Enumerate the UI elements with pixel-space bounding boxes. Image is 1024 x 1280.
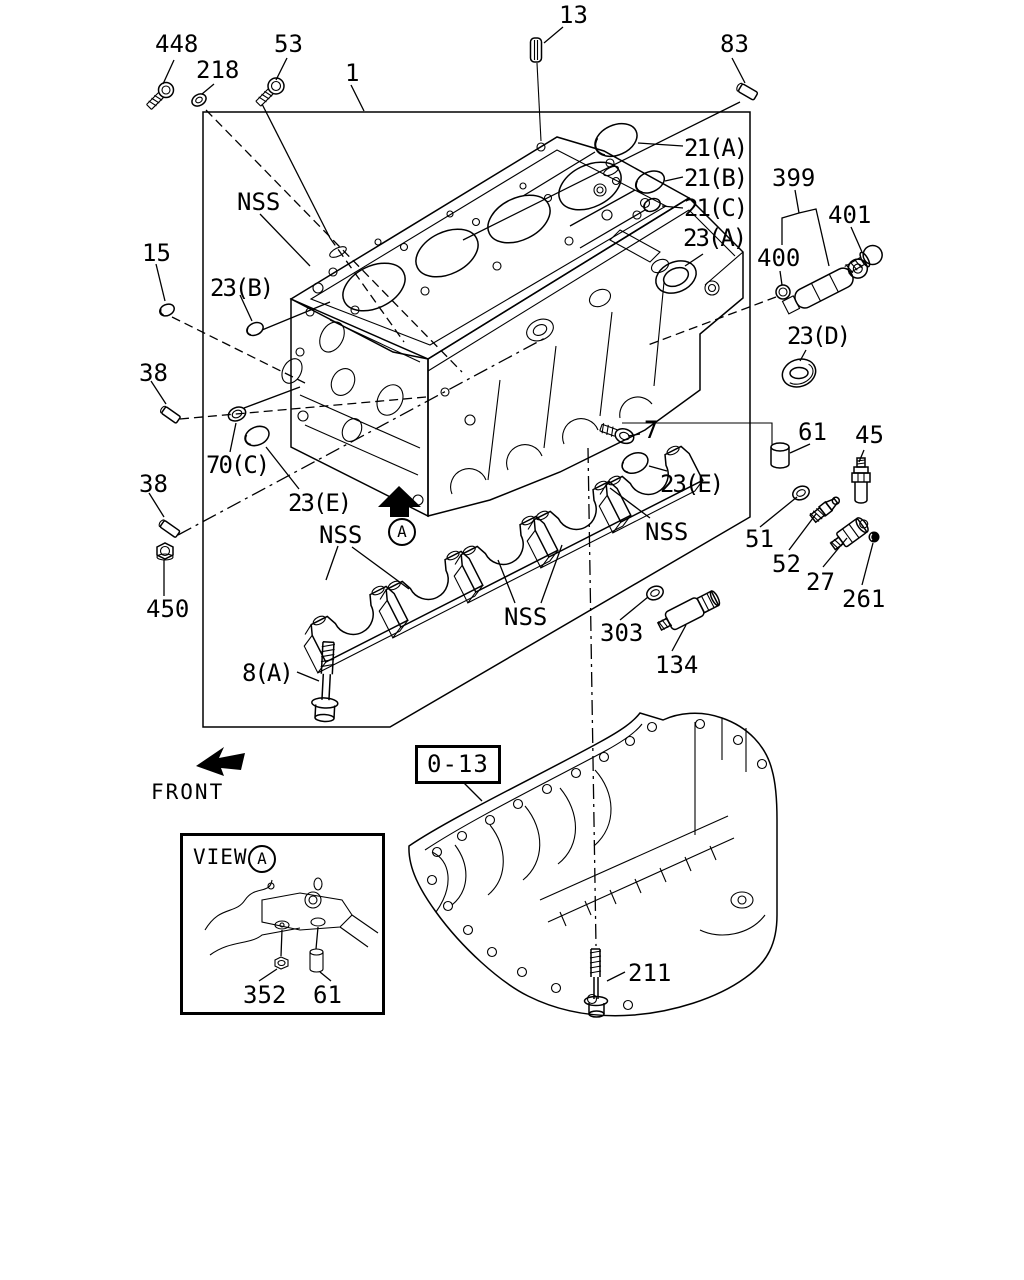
callout-450: 450 xyxy=(146,595,190,623)
front-label: FRONT xyxy=(151,780,225,804)
callout-401: 401 xyxy=(828,201,872,229)
callout-38-upper: 38 xyxy=(139,359,168,387)
callout-70c: 70(C) xyxy=(206,451,269,479)
bearing-caps xyxy=(295,442,705,673)
plug-glyph-15 xyxy=(158,302,176,318)
callout-51: 51 xyxy=(745,525,774,553)
bolt-glyph-211 xyxy=(585,949,608,1017)
pin-glyph-38-lower xyxy=(158,519,180,538)
callout-7: 7 xyxy=(644,416,659,444)
front-arrow xyxy=(196,747,245,776)
ring-glyph-23a xyxy=(651,255,702,299)
callout-45: 45 xyxy=(855,421,884,449)
callout-400: 400 xyxy=(757,244,801,272)
callout-nss-mid: NSS xyxy=(504,603,548,631)
pin-glyph-38-upper xyxy=(159,405,180,423)
pin-glyph-13 xyxy=(531,38,542,62)
callout-1: 1 xyxy=(345,59,360,87)
callout-61-view: 61 xyxy=(313,981,342,1009)
callout-53: 53 xyxy=(274,30,303,58)
callout-38-lower: 38 xyxy=(139,470,168,498)
bolt-glyph-53 xyxy=(253,75,288,110)
callout-23a: 23(A) xyxy=(683,224,746,252)
callout-23b: 23(B) xyxy=(210,274,273,302)
pin-glyph-83 xyxy=(735,82,758,100)
callout-303: 303 xyxy=(600,619,644,647)
callout-nss-caps: NSS xyxy=(319,521,363,549)
callout-23d: 23(D) xyxy=(787,322,850,350)
callout-27: 27 xyxy=(806,568,835,596)
bolt-glyph-448 xyxy=(144,79,177,112)
callout-nss-right: NSS xyxy=(645,518,689,546)
view-label: VIEW xyxy=(193,845,248,869)
nut-glyph-450 xyxy=(157,543,173,560)
callout-211: 211 xyxy=(628,959,672,987)
callout-23e-left: 23(E) xyxy=(288,489,351,517)
callout-352: 352 xyxy=(243,981,287,1009)
callout-52: 52 xyxy=(772,550,801,578)
plug-glyph-61 xyxy=(771,443,789,468)
washer-glyph-303 xyxy=(645,584,666,603)
plug-glyph-23e-left xyxy=(242,423,272,450)
callout-134: 134 xyxy=(655,651,699,679)
marker-a-main: A xyxy=(388,518,416,546)
callout-399: 399 xyxy=(772,164,816,192)
marker-a-view: A xyxy=(248,845,276,873)
callout-218: 218 xyxy=(196,56,240,84)
section-ref-box: 0-13 xyxy=(415,745,501,784)
callout-23e-right: 23(E) xyxy=(660,470,723,498)
valve-glyph-27 xyxy=(828,515,872,553)
callout-8a: 8(A) xyxy=(242,659,292,687)
callout-13: 13 xyxy=(559,1,588,29)
washer-glyph-218 xyxy=(190,91,208,108)
fitting-glyph-52 xyxy=(809,494,842,523)
callout-261: 261 xyxy=(842,585,886,613)
plug-glyph-21a xyxy=(590,117,642,162)
callout-448: 448 xyxy=(155,30,199,58)
seal-glyph-23d xyxy=(778,354,819,391)
bolt-glyph-7 xyxy=(599,421,636,446)
plug-glyph-261 xyxy=(869,532,880,543)
plug-glyph-23e-right xyxy=(619,449,651,477)
callout-15: 15 xyxy=(142,239,171,267)
sensor-glyph-45 xyxy=(852,458,870,503)
plug-glyph-23b xyxy=(245,320,265,338)
figure-boundary xyxy=(203,112,750,727)
callout-21a: 21(A) xyxy=(684,134,747,162)
engine-block xyxy=(278,137,746,516)
callout-83: 83 xyxy=(720,30,749,58)
orientation-up-arrow xyxy=(378,486,421,517)
callout-61: 61 xyxy=(798,418,827,446)
callout-21c: 21(C) xyxy=(684,194,747,222)
plug-glyph-21b xyxy=(632,167,668,197)
callout-nss-topleft: NSS xyxy=(237,188,281,216)
sensor-glyph-134 xyxy=(655,588,722,635)
gasket-holes xyxy=(313,143,650,314)
callout-21b: 21(B) xyxy=(684,164,747,192)
oring-glyph-400 xyxy=(776,285,790,299)
bolt-glyph-8a xyxy=(311,641,341,722)
